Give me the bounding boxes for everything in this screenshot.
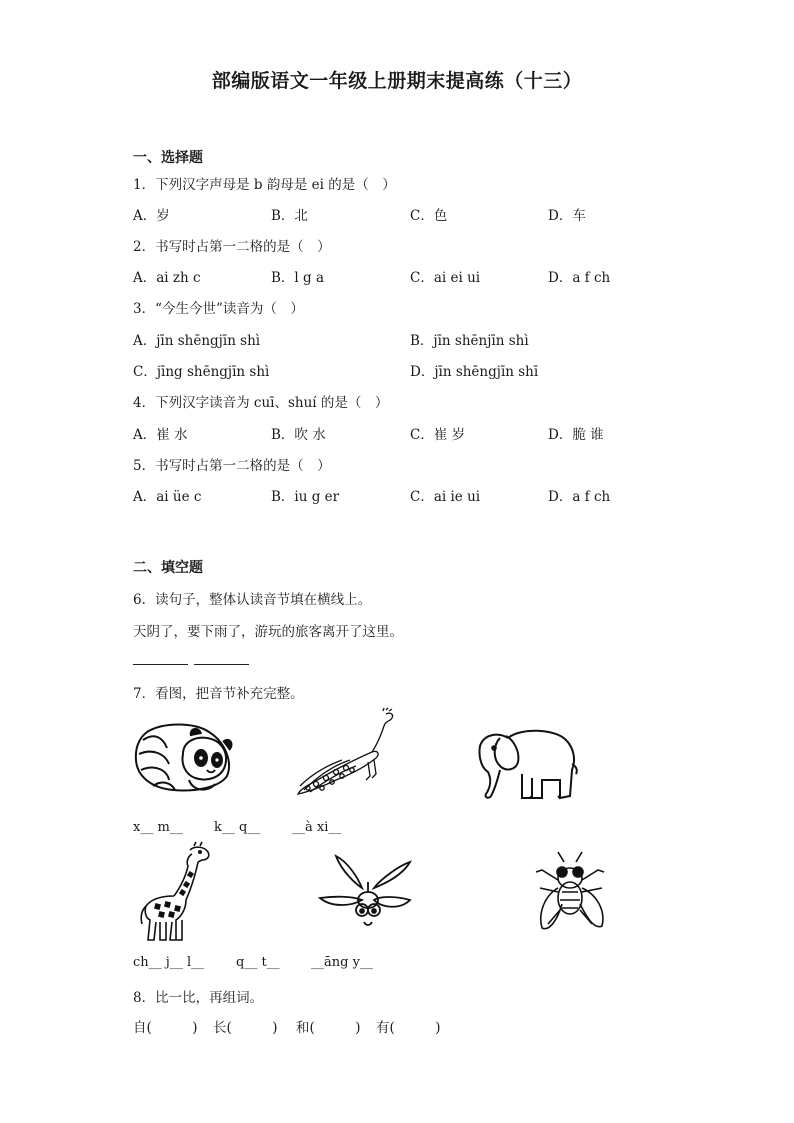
q5-option-c: C．ai ie ui xyxy=(410,489,481,505)
question-2-stem: 2．书写时占第一二格的是（ ） xyxy=(133,239,331,255)
q2-option-d: D．a f ch xyxy=(548,270,611,286)
q4-option-b: B．吹 水 xyxy=(271,427,326,443)
q1-option-c: C．色 xyxy=(410,208,448,224)
answer-blank-1[interactable] xyxy=(133,664,188,665)
q3-option-b: B．jīn shēnjīn shì xyxy=(410,333,529,349)
q5-option-d: D．a f ch xyxy=(548,489,611,505)
q5-option-b: B．iu g er xyxy=(271,489,340,505)
q3-option-d: D．jīn shēngjīn shī xyxy=(410,364,539,380)
q1-option-b: B．北 xyxy=(271,208,308,224)
panda-icon xyxy=(133,720,236,792)
answer-blank-2[interactable] xyxy=(194,664,249,665)
q3-option-c: C．jīng shēngjīn shì xyxy=(133,364,270,380)
elephant-icon xyxy=(472,724,580,802)
q7-pinyin-elephant: __à xi__ xyxy=(292,820,342,835)
q7-pinyin-peacock: k__ q__ xyxy=(214,820,261,835)
q7-pinyin-giraffe: ch__ j__ l__ xyxy=(133,955,205,970)
q8-word-chang: 长( ) xyxy=(213,1020,278,1036)
question-1-stem: 1．下列汉字声母是 b 韵母是 ei 的是（ ） xyxy=(133,177,396,193)
page-title: 部编版语文一年级上册期末提高练（十三） xyxy=(211,70,583,92)
q2-option-c: C．ai ei ui xyxy=(410,270,481,286)
q7-pinyin-dragonfly: q__ t__ xyxy=(236,955,280,970)
question-3-stem: 3．“今生今世”读音为（ ） xyxy=(133,301,304,317)
q1-option-a: A．岁 xyxy=(133,208,170,224)
q4-option-a: A．崔 水 xyxy=(133,427,188,443)
question-8-stem: 8．比一比，再组词。 xyxy=(133,990,264,1006)
q2-option-a: A．ai zh c xyxy=(133,270,201,286)
q4-option-d: D．脆 谁 xyxy=(548,427,604,443)
giraffe-icon xyxy=(136,842,214,942)
dragonfly-icon xyxy=(318,854,412,934)
section-heading-fill: 二、填空题 xyxy=(133,560,203,576)
q5-option-a: A．ai üe c xyxy=(133,489,202,505)
section-heading-choice: 一、选择题 xyxy=(133,150,203,166)
q8-word-you: 有( ) xyxy=(376,1020,441,1036)
question-6-sentence: 天阴了，要下雨了，游玩的旅客离开了这里。 xyxy=(133,624,403,640)
q1-option-d: D．车 xyxy=(548,208,586,224)
question-7-stem: 7．看图，把音节补充完整。 xyxy=(133,686,304,702)
peacock-icon xyxy=(294,708,396,798)
q4-option-c: C．崔 岁 xyxy=(410,427,466,443)
q7-pinyin-fly: __āng y__ xyxy=(311,955,373,970)
q7-pinyin-panda: x__ m__ xyxy=(133,820,183,835)
q2-option-b: B．l g a xyxy=(271,270,325,286)
question-4-stem: 4．下列汉字读音为 cuī、shuí 的是（ ） xyxy=(133,395,389,411)
q8-word-he: 和( ) xyxy=(296,1020,361,1036)
q8-word-zi: 自( ) xyxy=(133,1020,198,1036)
fly-icon xyxy=(528,848,612,940)
question-6-stem: 6．读句子，整体认读音节填在横线上。 xyxy=(133,592,372,608)
question-5-stem: 5．书写时占第一二格的是（ ） xyxy=(133,458,331,474)
q3-option-a: A．jīn shēngjīn shì xyxy=(133,333,261,349)
